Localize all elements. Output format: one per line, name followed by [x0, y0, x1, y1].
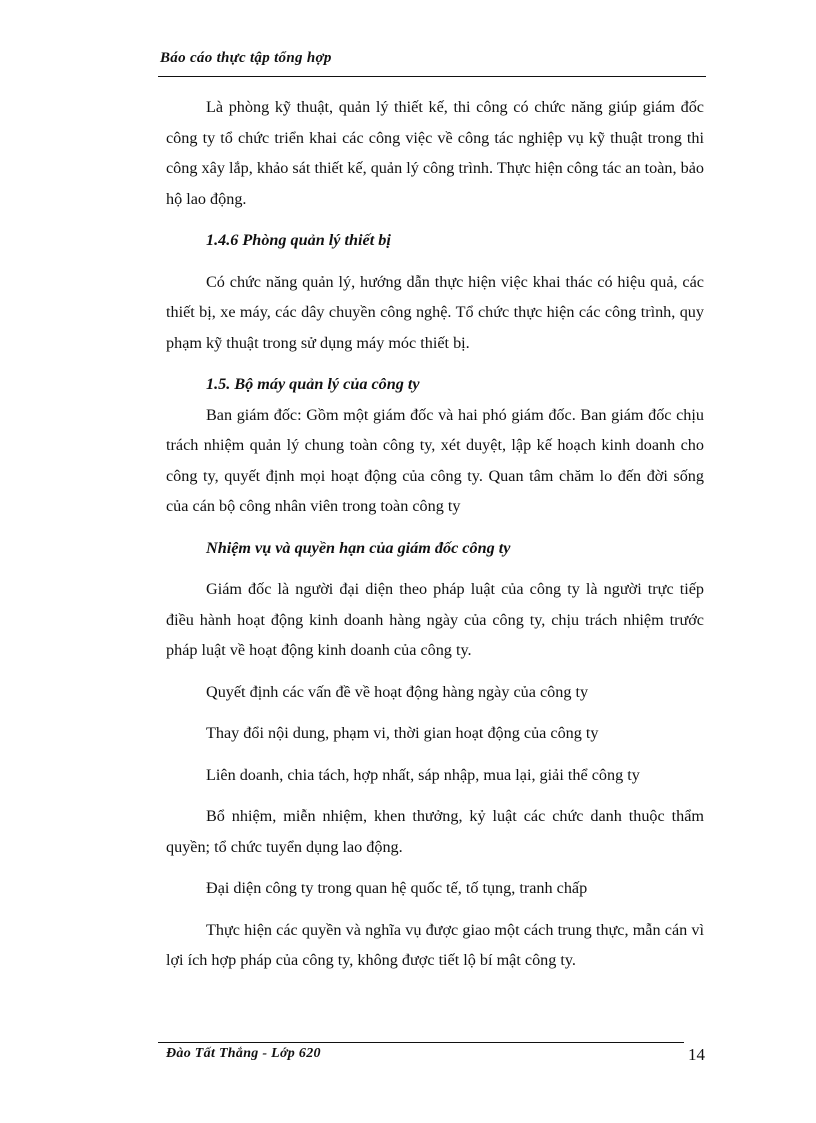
- header-title: Báo cáo thực tập tổng hợp: [160, 50, 332, 66]
- heading-1-4-6: 1.4.6 Phòng quản lý thiết bị: [206, 231, 391, 249]
- duty-item: Quyết định các vấn đề về hoạt động hàng ngày của công ty: [206, 682, 589, 701]
- heading-director-duties: Nhiệm vụ và quyền hạn của giám đốc công ty: [206, 538, 511, 557]
- header-divider: [158, 76, 706, 77]
- paragraph-board-of-directors: Ban giám đốc: Gồm một giám đốc và hai phó giám đốc. Ban giám đốc chịu trách nhiệm quản lý chung toàn công ty, xét duyệt, lập kế hoạch kinh doanh cho công ty, quyết định mọi hoạt động của công ty. Quan tâm chăm lo đến đời sống của cán bộ công nhân viên trong toàn công ty: [166, 405, 704, 515]
- duty-item: Bổ nhiệm, miễn nhiệm, khen thưởng, kỷ luật các chức danh thuộc thẩm quyền; tổ chức tuyển dụng lao động.: [166, 807, 704, 856]
- duty-item: Thay đổi nội dung, phạm vi, thời gian hoạt động của công ty: [206, 724, 599, 742]
- paragraph-equipment-dept: Có chức năng quản lý, hướng dẫn thực hiện việc khai thác có hiệu quả, các thiết bị, xe máy, các dây chuyền công nghệ. Tổ chức thực hiện các công trình, quy phạm kỹ thuật trong sử dụng máy móc thiết bị.: [166, 272, 704, 352]
- duty-item: Thực hiện các quyền và nghĩa vụ được giao một cách trung thực, mẫn cán vì lợi ích hợp pháp của công ty, không được tiết lộ bí mật công ty.: [166, 920, 704, 969]
- footer-author: Đào Tất Thắng - Lớp 620: [166, 1046, 321, 1061]
- paragraph-technical-dept: Là phòng kỹ thuật, quản lý thiết kế, thi công có chức năng giúp giám đốc công ty tổ chức triển khai các công việc về công tác nghiệp vụ kỹ thuật trong thi công xây lắp, khảo sát thiết kế, quản lý công trình. Thực hiện công tác an toàn, bảo hộ lao động.: [166, 98, 704, 208]
- document-body: [166, 92, 704, 976]
- paragraph-director-role: Giám đốc là người đại diện theo pháp luật của công ty là người trực tiếp điều hành hoạt động kinh doanh hàng ngày của công ty, chịu trách nhiệm trước pháp luật về hoạt động kinh doanh của công ty.: [166, 580, 704, 659]
- duty-item: Liên doanh, chia tách, hợp nhất, sáp nhập, mua lại, giải thể công ty: [206, 765, 640, 784]
- footer-divider: [158, 1042, 684, 1043]
- page-number: 14: [688, 1045, 705, 1064]
- heading-1-5: 1.5. Bộ máy quản lý của công ty: [206, 375, 420, 393]
- duty-item: Đại diện công ty trong quan hệ quốc tế, tố tụng, tranh chấp: [206, 879, 588, 897]
